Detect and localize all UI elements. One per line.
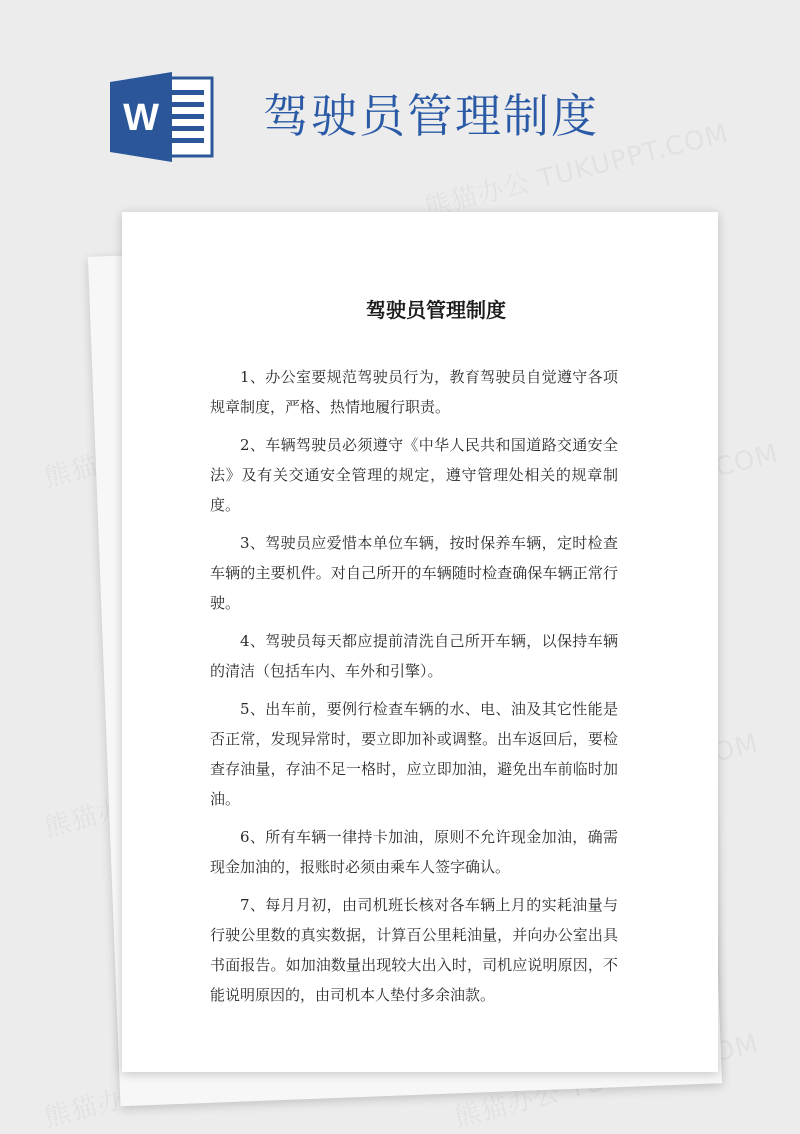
header-title: 驾驶员管理制度 xyxy=(263,89,599,143)
paragraph-6: 6、所有车辆一律持卡加油，原则不允许现金加油，确需现金加油的，报账时必须由乘车人签字确认。 xyxy=(210,828,618,876)
paragraph-5: 5、出车前，要例行检查车辆的水、电、油及其它性能是否正常，发现异常时，要立即加补或调整。出车返回后，要检查存油量，存油不足一格时，应立即加油，避免出车前临时加油。 xyxy=(210,700,618,808)
document-title: 驾驶员管理制度 xyxy=(366,298,506,322)
paragraph-4: 4、驾驶员每天都应提前清洗自己所开车辆，以保持车辆的清洁（包括车内、车外和引擎）。 xyxy=(210,632,618,680)
document-page xyxy=(122,212,718,1072)
document-body xyxy=(210,362,618,1010)
paragraph-3: 3、驾驶员应爱惜本单位车辆，按时保养车辆，定时检查车辆的主要机件。对自己所开的车辆随时检查确保车辆正常行驶。 xyxy=(210,534,618,612)
paragraph-7: 7、每月月初，由司机班长核对各车辆上月的实耗油量与行驶公里数的真实数据，计算百公里耗油量，并向办公室出具书面报告。如加油数量出现较大出入时，司机应说明原因，不能说明原因的，由司机本人垫付多余油款。 xyxy=(210,896,618,1004)
paragraph-1: 1、办公室要规范驾驶员行为，教育驾驶员自觉遵守各项规章制度，严格、热情地履行职责。 xyxy=(210,368,618,416)
paragraph-2: 2、车辆驾驶员必须遵守《中华人民共和国道路交通安全法》及有关交通安全管理的规定，遵守管理处相关的规章制度。 xyxy=(210,436,618,514)
word-document-icon xyxy=(110,72,214,162)
header xyxy=(0,0,800,190)
word-logo-letter: W xyxy=(123,97,159,139)
